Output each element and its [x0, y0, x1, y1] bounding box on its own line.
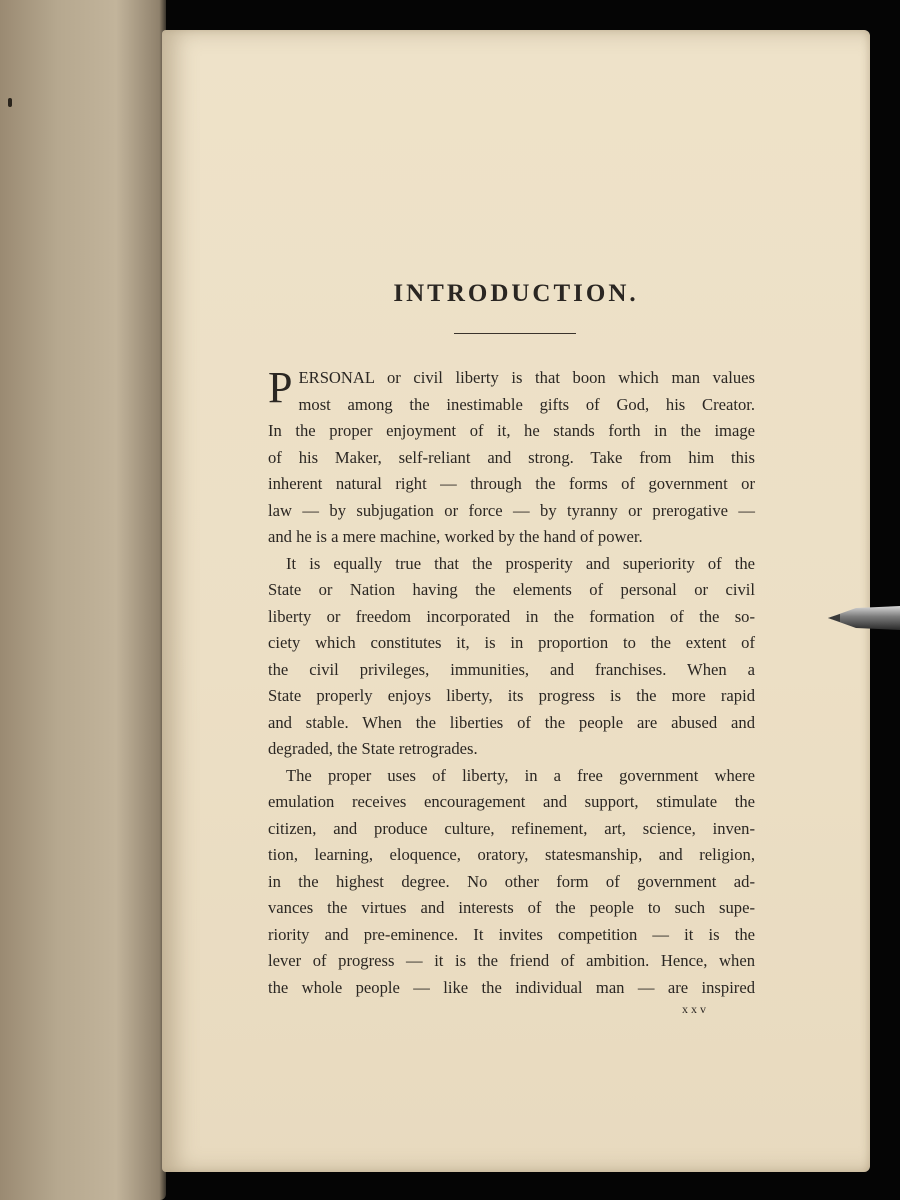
text-line: of his Maker, self-reliant and strong. Take from him this — [268, 447, 755, 467]
pen-tip-icon — [828, 604, 900, 632]
page-title: INTRODUCTION. — [393, 280, 639, 307]
book-page — [162, 30, 870, 1172]
text-line: most among the inestimable gifts of God, his Creator. — [298, 394, 755, 414]
text-line: tion, learning, eloquence, oratory, statesmanship, and religion, — [268, 845, 755, 864]
cover-blemish — [8, 98, 12, 107]
text-line: The proper uses of liberty, in a free government where — [286, 765, 755, 785]
text-line: State or Nation having the elements of personal or civil — [268, 580, 755, 599]
dropcap: P — [268, 363, 293, 412]
text-line: law — by subjugation or force — by tyranny or prerogative — — [268, 500, 755, 520]
text-line: in the highest degree. No other form of government ad- — [268, 871, 755, 891]
text-line: riority and pre-eminence. It invites competition — it is the — [268, 924, 755, 944]
text-line: the whole people — like the individual man — are inspired — [268, 977, 755, 997]
text-line: and stable. When the liberties of the people are abused and — [268, 712, 755, 732]
text-line: inherent natural right — through the forms of government or — [268, 474, 755, 493]
text-line: emulation receives encouragement and support, stimulate the — [268, 792, 755, 811]
text-line: In the proper enjoyment of it, he stands forth in the image — [268, 421, 755, 440]
text-line: It is equally true that the prosperity and superiority of the — [286, 553, 755, 573]
book-cover-edge — [0, 0, 166, 1200]
text-line: the civil privileges, immunities, and franchises. When a — [268, 659, 755, 679]
page-number: xxv — [682, 1002, 709, 1016]
text-line: vances the virtues and interests of the people to such supe- — [268, 898, 755, 917]
text-line: and he is a mere machine, worked by the hand of power. — [268, 527, 643, 546]
text-line: lever of progress — it is the friend of ambition. Hence, when — [268, 951, 755, 970]
text-line: State properly enjoys liberty, its progress is the more rapid — [268, 686, 755, 705]
text-line: degraded, the State retrogrades. — [268, 739, 478, 758]
text-line: ciety which constitutes it, is in proportion to the extent of — [268, 633, 755, 652]
text-line: citizen, and produce culture, refinement, art, science, inven- — [268, 818, 755, 838]
text-line: liberty or freedom incorporated in the formation of the so- — [268, 606, 755, 626]
title-rule — [454, 333, 576, 334]
text-line: ERSONAL or civil liberty is that boon which man values — [298, 368, 755, 387]
page-body — [268, 365, 755, 1001]
